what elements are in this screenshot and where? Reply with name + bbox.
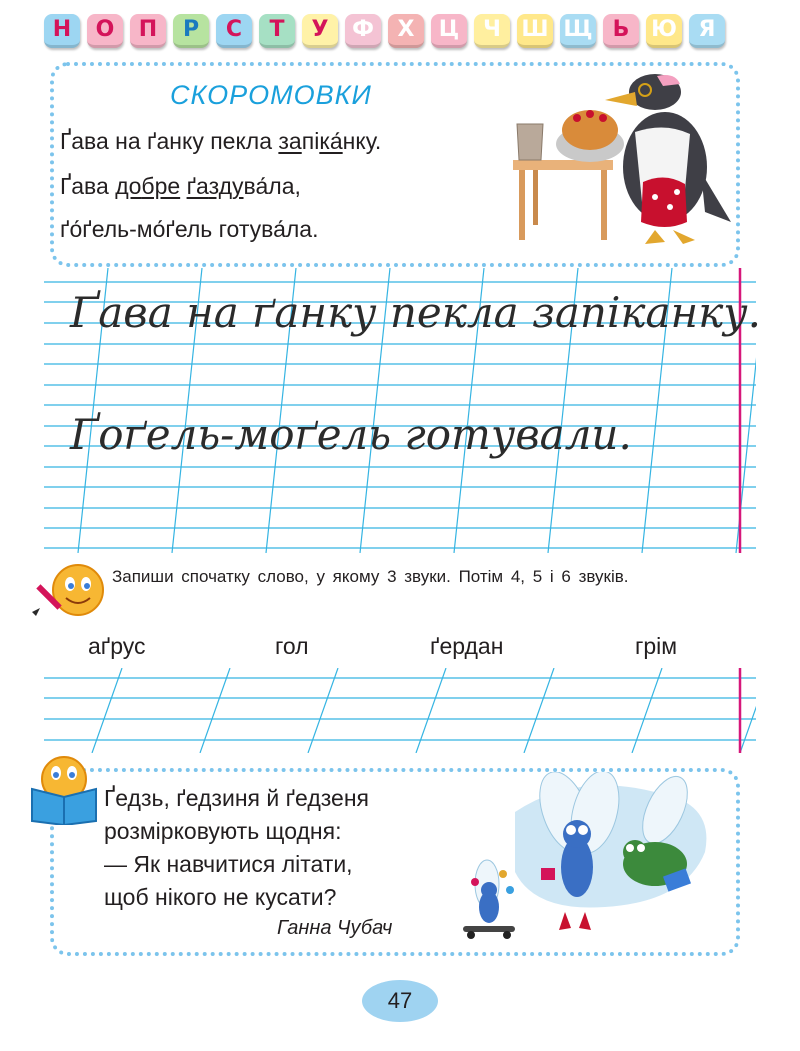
page-number: 47 (362, 980, 438, 1022)
alphabet-tile: Ь (603, 14, 639, 48)
horseflies-illustration (455, 772, 730, 942)
alphabet-tile: Т (259, 14, 295, 48)
ruled-answer-area (44, 668, 756, 753)
alphabet-tile: С (216, 14, 252, 48)
task-word-4: грім (635, 633, 678, 659)
poem-line-3: — Як навчитися літати, (104, 851, 353, 877)
twister-line-2: Ґава добре ґаздува́ла, (60, 173, 301, 199)
handwritten-line-2: Ґоґель-моґель готували. (70, 410, 632, 459)
poem-line-4: щоб нікого не кусати? (104, 884, 337, 910)
task-word-2: гол (275, 633, 309, 659)
alphabet-tile: Ш (517, 14, 553, 48)
task-word-3: ґердан (430, 633, 504, 659)
task-instruction: Запиши спочатку слово, у якому 3 звуки. Потім 4, 5 і 6 звуків. (112, 567, 629, 586)
alphabet-tile: Ф (345, 14, 381, 48)
reading-smiley-icon (28, 755, 100, 825)
alphabet-tile: О (87, 14, 123, 48)
handwritten-line-1: Ґава на ґанку пекла запіканку. (70, 288, 761, 337)
poem-line-2: розмірковують щодня: (104, 818, 342, 844)
alphabet-tile: У (302, 14, 338, 48)
task-word-1: аґрус (88, 633, 146, 659)
twister-line-1: Ґава на ґанку пекла запіка́нку. (60, 128, 382, 154)
alphabet-tile: Щ (560, 14, 596, 48)
alphabet-tile: Р (173, 14, 209, 48)
alphabet-tile: Я (689, 14, 725, 48)
crow-baker-illustration (505, 72, 733, 247)
alphabet-tile: Ч (474, 14, 510, 48)
alphabet-strip (44, 14, 744, 50)
section-title: СКОРОМОВКИ (170, 80, 372, 110)
twister-line-3: ґо́ґель-мо́ґель готува́ла. (60, 216, 319, 242)
alphabet-tile: Ц (431, 14, 467, 48)
poem-author: Ганна Чубач (277, 917, 393, 939)
smiley-pencil-icon (30, 560, 106, 620)
alphabet-tile: Х (388, 14, 424, 48)
alphabet-tile: П (130, 14, 166, 48)
poem-line-1: Ґедзь, ґедзиня й ґедзеня (104, 785, 369, 811)
alphabet-tile: Н (44, 14, 80, 48)
alphabet-tile: Ю (646, 14, 682, 48)
